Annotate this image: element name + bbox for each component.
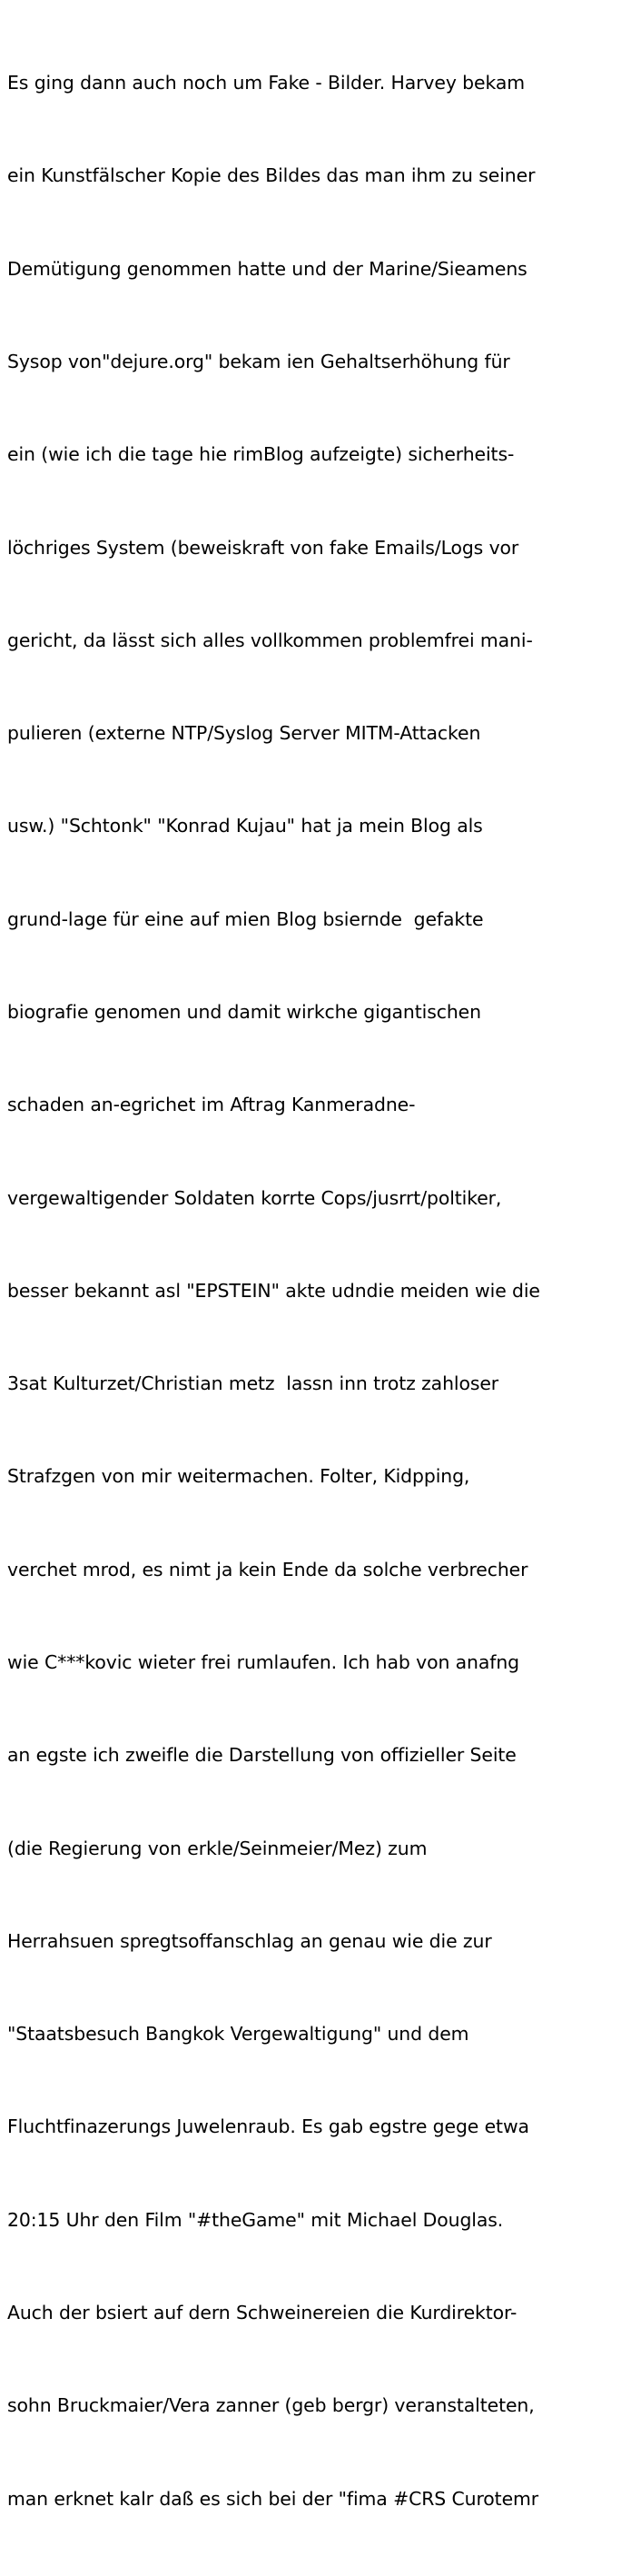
- text-line: Herrahsuen spregtsoffanschlag an genau wie die zur: [7, 1929, 492, 1952]
- text-line: grund-lage für eine auf mien Blog bsiernde gefakte: [7, 907, 484, 930]
- text-line: Sysop von"dejure.org" bekam ien Gehaltserhöhung für: [7, 351, 510, 373]
- text-line: verchet mrod, es nimt ja kein Ende da solche verbrecher: [7, 1558, 528, 1580]
- text-line: ein Kunstfälscher Kopie des Bildes das man ihm zu seiner: [7, 164, 536, 187]
- text-line: schaden an-egrichet im Aftrag Kanmeradne-: [7, 1094, 416, 1116]
- text-line: (die Regierung von erkle/Seinmeier/Mez) zum: [7, 1837, 428, 1859]
- text-line: besser bekannt asl "EPSTEIN" akte udndie meiden wie die: [7, 1279, 540, 1302]
- text-line: gericht, da lässt sich alles vollkommen problemfrei mani-: [7, 629, 533, 651]
- text-line: sohn Bruckmaier/Vera zanner (geb bergr) veranstalteten,: [7, 2394, 535, 2417]
- text-line: löchriges System (beweiskraft von fake Emails/Logs vor: [7, 536, 519, 559]
- document-paragraph: [7, 5, 614, 2576]
- text-line: Fluchtfinazerungs Juwelenraub. Es gab egstre gege etwa: [7, 2115, 529, 2138]
- text-line: vergewaltigender Soldaten korrte Cops/jusrrt/poltiker,: [7, 1186, 502, 1209]
- text-line: Strafzgen von mir weitermachen. Folter, Kidpping,: [7, 1465, 470, 1488]
- text-line: Es ging dann auch noch um Fake - Bilder. Harvey bekam: [7, 72, 525, 94]
- text-line: 20:15 Uhr den Film "#theGame" mit Michael Douglas.: [7, 2208, 504, 2231]
- text-line: man erknet kalr daß es sich bei der "fima #CRS Curotemr: [7, 2487, 539, 2510]
- text-line: Auch der bsiert auf dern Schweinereien die Kurdirektor-: [7, 2301, 518, 2323]
- text-line: Demütigung genommen hatte und der Marine/Sieamens: [7, 257, 527, 280]
- text-line: usw.) "Schtonk" "Konrad Kujau" hat ja mein Blog als: [7, 815, 483, 837]
- text-line: 3sat Kulturzet/Christian metz lassn inn trotz zahloser: [7, 1372, 499, 1395]
- text-line: wie C***kovic wieter frei rumlaufen. Ich hab von anafng: [7, 1650, 520, 1673]
- text-line: an egste ich zweifle die Darstellung von offizieller Seite: [7, 1744, 517, 1767]
- text-line: "Staatsbesuch Bangkok Vergewaltigung" und dem: [7, 2023, 469, 2046]
- text-line: biografie genomen und damit wirkche gigantischen: [7, 1001, 481, 1023]
- text-line: ein (wie ich die tage hie rimBlog aufzeigte) sicherheits-: [7, 443, 515, 466]
- text-line: pulieren (externe NTP/Syslog Server MITM-Attacken: [7, 722, 481, 745]
